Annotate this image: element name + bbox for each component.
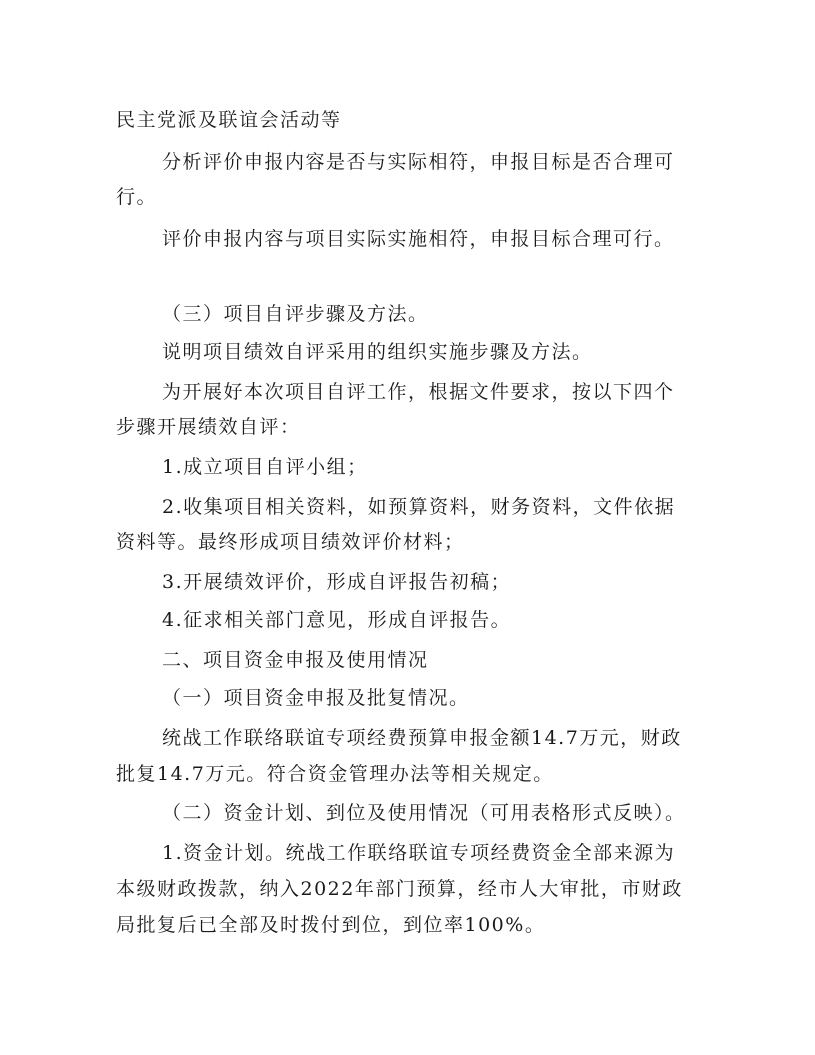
text-line: 统战工作联络联谊专项经费预算申报金额14.7万元，财政 (162, 727, 682, 749)
list-item: 4.征求相关部门意见，形成自评报告。 (162, 609, 512, 631)
section-heading: （三）项目自评步骤及方法。 (162, 303, 429, 325)
text-line: 1.资金计划。统战工作联络联谊专项经费资金全部来源为 (162, 842, 676, 864)
section-heading: （二）资金计划、到位及使用情况（可用表格形式反映）。 (162, 802, 686, 824)
text-line: 为开展好本次项目自评工作，根据文件要求，按以下四个 (162, 381, 675, 403)
list-item: 1.成立项目自评小组； (162, 456, 368, 478)
text-line: 局批复后已全部及时拨付到位，到位率100%。 (116, 914, 546, 936)
text-line: 资料等。最终形成项目绩效评价材料； (116, 531, 465, 553)
text-line: 分析评价申报内容是否与实际相符，申报目标是否合理可 (162, 151, 675, 173)
list-item: 2.收集项目相关资料，如预算资料，财务资料，文件依据 (162, 496, 676, 518)
list-item: 3.开展绩效评价，形成自评报告初稿； (162, 571, 512, 593)
section-heading: （一）项目资金申报及批复情况。 (162, 687, 470, 709)
text-line: 行。 (116, 186, 158, 208)
section-heading: 二、项目资金申报及使用情况 (162, 649, 429, 671)
text-line: 步骤开展绩效自评： (116, 416, 301, 438)
text-line: 民主党派及联谊会活动等 (116, 109, 342, 131)
text-line: 本级财政拨款，纳入2022年部门预算，经市人大审批，市财政 (116, 878, 683, 900)
text-line: 评价申报内容与项目实际实施相符，申报目标合理可行。 (162, 228, 675, 250)
text-line: 批复14.7万元。符合资金管理办法等相关规定。 (116, 763, 554, 785)
text-line: 说明项目绩效自评采用的组织实施步骤及方法。 (162, 341, 593, 363)
